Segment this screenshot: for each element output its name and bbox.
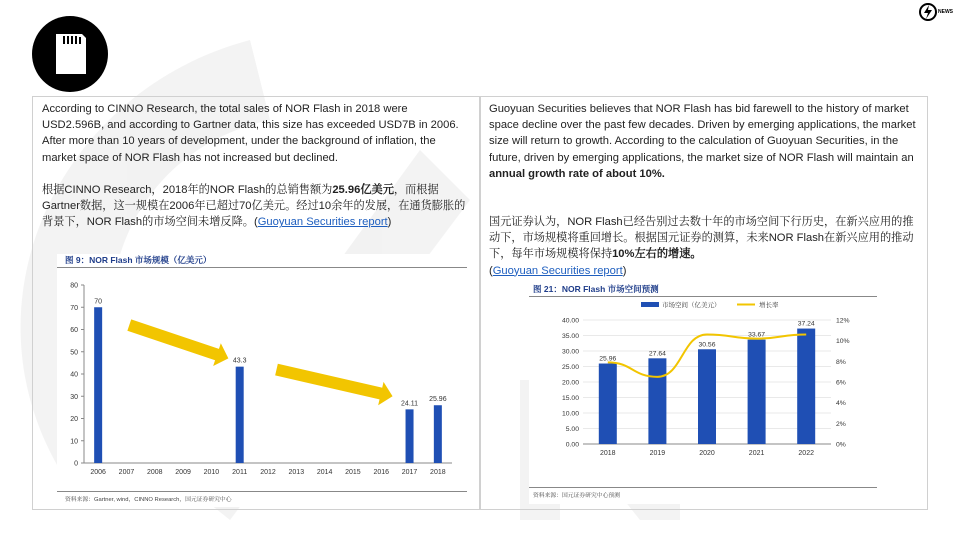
chart2-title: 图 21：NOR Flash 市场空间预测 xyxy=(533,284,659,294)
sd-card-icon xyxy=(32,16,108,92)
chart2-y-left-tick-label: 35.00 xyxy=(561,333,579,340)
chart2-x-tick-label: 2020 xyxy=(699,450,715,457)
chart2-legend-bar-label: 市场空间（亿美元） xyxy=(662,302,721,309)
chart1-y-tick-label: 50 xyxy=(70,349,78,357)
left-chinese-end: ) xyxy=(387,216,392,229)
chart2-y-left-tick-label: 20.00 xyxy=(561,379,579,387)
chart2-x-tick-label: 2019 xyxy=(649,450,666,457)
chart2-y-left-tick-label: 5.00 xyxy=(565,426,579,433)
chart1-data-label: 70 xyxy=(94,298,103,306)
chart2-y-left-tick-label: 30.00 xyxy=(561,348,579,356)
declining-trend-arrow xyxy=(127,319,228,366)
chart2-y-right-tick-label: 2% xyxy=(836,420,846,428)
chart2-x-tick-label: 2022 xyxy=(798,450,814,457)
logo-text: NEWS xyxy=(938,9,953,15)
chart1-y-tick-label: 20 xyxy=(70,416,78,423)
chart2-source-rule xyxy=(529,487,877,488)
chart2-bar xyxy=(748,340,766,444)
chart1-title: 图 9：NOR Flash 市场规模（亿美元） xyxy=(65,255,212,265)
chart2-svg xyxy=(529,298,877,486)
chart1-data-label: 43.3 xyxy=(232,357,247,365)
chart2-data-label: 33.67 xyxy=(748,331,766,339)
chart2-title-rule xyxy=(529,296,877,297)
chart1-x-tick-label: 2006 xyxy=(90,469,106,476)
left-chinese-paragraph xyxy=(42,182,472,231)
chart2-y-right-tick-label: 6% xyxy=(836,379,846,387)
news-logo-icon xyxy=(918,2,954,24)
right-english-text: Guoyuan Securities believes that NOR Flash has bid farewell to the history of market space decline over the past few decades. Driven by emerging applications, the market size will return to growth. According to the calculation of Guoyuan Securities, in the future, driven by emerging applications, the market size of NOR Flash will maintain an xyxy=(489,103,916,164)
chart2-y-left-tick-label: 40.00 xyxy=(561,317,579,325)
chart1-x-tick-label: 2016 xyxy=(373,469,390,476)
chart1-x-tick-label: 2017 xyxy=(401,469,418,476)
left-english-paragraph xyxy=(42,101,472,166)
chart2-y-right-tick-label: 10% xyxy=(836,338,850,346)
chart1-y-tick-label: 30 xyxy=(70,393,78,401)
chart1-x-tick-label: 2018 xyxy=(430,469,446,476)
chart2-legend-line-label: 增长率 xyxy=(759,302,779,309)
chart2-bar xyxy=(797,329,815,444)
chart1-y-tick-label: 0 xyxy=(74,460,78,468)
left-panel xyxy=(32,96,480,510)
chart1-y-tick-label: 60 xyxy=(70,327,78,334)
right-chinese-bold: 10%左右的增速。 xyxy=(612,248,702,261)
chart2-y-right-tick-label: 4% xyxy=(836,400,846,408)
chart1-data-label: 25.96 xyxy=(429,396,447,404)
chart1-x-tick-label: 2012 xyxy=(260,469,276,476)
right-english-paragraph xyxy=(489,101,921,182)
chart2-y-left-tick-label: 10.00 xyxy=(561,410,579,418)
chart2-y-right-tick-label: 8% xyxy=(836,358,846,366)
chart1-bar xyxy=(406,409,414,463)
chart1-source: 资料来源：Gartner, wind，CINNO Research，国元证券研究中心 xyxy=(65,497,232,503)
chart2-y-right-tick-label: 0% xyxy=(836,441,846,449)
chart1-x-tick-label: 2014 xyxy=(316,469,333,476)
chart2-data-label: 30.56 xyxy=(698,341,716,349)
right-link-open: ( xyxy=(489,264,493,277)
chart1-bar xyxy=(434,405,442,463)
right-panel xyxy=(480,96,928,510)
left-chinese-bold: 25.96亿美元 xyxy=(332,184,394,196)
chart2-y-left-tick-label: 25.00 xyxy=(561,364,579,371)
chart2-y-left-tick-label: 15.00 xyxy=(561,395,579,402)
chart1-x-tick-label: 2007 xyxy=(118,469,135,476)
chart2-data-label: 27.64 xyxy=(648,350,666,358)
left-chinese-text-1: 根据CINNO Research，2018年的NOR Flash的总销售额为 xyxy=(42,184,333,196)
chart2-y-left-tick-label: 0.00 xyxy=(565,441,579,449)
chart1-x-tick-label: 2015 xyxy=(345,469,361,476)
chart2-x-tick-label: 2018 xyxy=(600,450,616,457)
guoyuan-report-link-left[interactable]: Guoyuan Securities report xyxy=(257,216,388,229)
declining-trend-arrow xyxy=(275,364,392,406)
chart2-bar xyxy=(599,364,617,444)
chart2-bar xyxy=(648,358,666,444)
chart2-source: 资料来源：国元证券研究中心预测 xyxy=(533,493,620,499)
chart1-svg xyxy=(57,270,467,498)
chart1-x-tick-label: 2009 xyxy=(175,469,191,476)
chart1-source-rule xyxy=(57,491,467,492)
chart1-x-tick-label: 2008 xyxy=(146,469,163,476)
right-link-close: ) xyxy=(622,264,627,277)
chart1-bar xyxy=(94,307,102,463)
chart2-x-tick-label: 2021 xyxy=(748,450,765,457)
chart-market-size xyxy=(57,254,467,507)
chart1-y-tick-label: 70 xyxy=(70,304,78,312)
chart1-title-rule xyxy=(57,267,467,268)
chart1-y-tick-label: 40 xyxy=(70,371,78,379)
chart1-data-label: 24.11 xyxy=(401,400,419,408)
chart1-y-tick-label: 80 xyxy=(70,282,78,290)
chart2-bar xyxy=(698,349,716,444)
chart2-legend-bar-swatch xyxy=(641,302,659,307)
chart2-data-label: 37.24 xyxy=(797,320,815,328)
chart1-x-tick-label: 2010 xyxy=(203,469,220,476)
chart-market-forecast xyxy=(529,282,877,504)
right-chinese-paragraph xyxy=(489,214,921,279)
chart1-x-tick-label: 2013 xyxy=(288,469,305,476)
left-english-text: According to CINNO Research, the total sales of NOR Flash in 2018 were USD2.596B, and according to Gartner data, this size has exceeded USD7B in 2006. After more than 10 years of development, under the background of inflation, the market space of NOR Flash has not increased but declined. xyxy=(42,103,459,164)
chart2-data-label: 25.96 xyxy=(599,355,617,363)
left-chinese-text-2: ，而根据Gartner数据，这一规模在2006年已超过70亿美元。经过10余年的发展，在通货膨胀的背景下，NOR Flash的市场空间未增反降。( xyxy=(42,184,466,229)
chart1-y-tick-label: 10 xyxy=(70,438,78,446)
right-english-bold: annual growth rate of about 10%. xyxy=(489,167,665,180)
right-chinese-text-1: 国元证券认为，NOR Flash已经告别过去数十年的市场空间下行历史，在新兴应用的推动下，市场规模将重回增长。根据国元证券的测算，未来NOR Flash在新兴应用的推动下，每年市场规模将保持 xyxy=(489,216,914,261)
chart1-x-tick-label: 2011 xyxy=(232,469,248,476)
chart2-y-right-tick-label: 12% xyxy=(836,317,850,325)
guoyuan-report-link-right[interactable]: Guoyuan Securities report xyxy=(492,264,623,277)
chart1-bar xyxy=(236,367,244,463)
